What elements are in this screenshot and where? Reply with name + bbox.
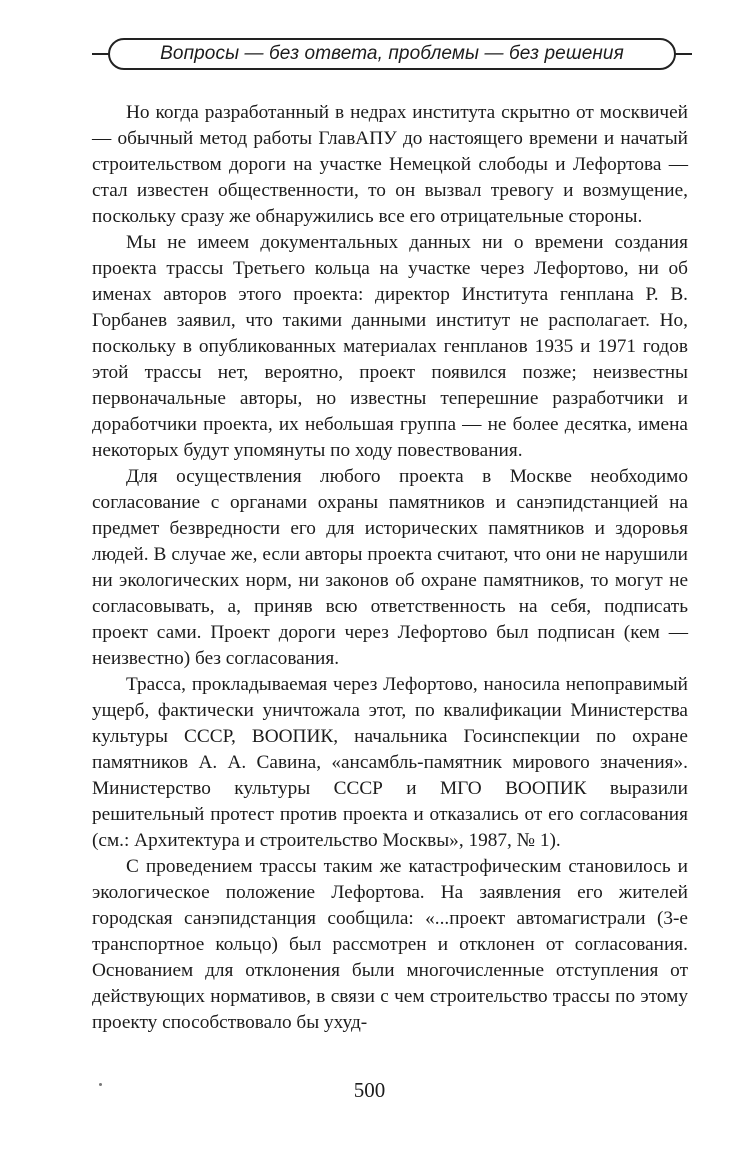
body-text bbox=[92, 100, 688, 1036]
running-header bbox=[92, 34, 692, 74]
header-frame bbox=[108, 38, 676, 70]
paragraph: Трасса, прокладываемая через Лефортово, наносила непоправимый ущерб, фактически уничтожала этот, по квалификации Министерства культуры СССР, ВООПИК, начальника Госинспекции по охране памятников А. А. Савина, «ансамбль-памятник мирового значения». Министерство культуры СССР и МГО ВООПИК выразили решительный протест против проекта и отказались от его согласования (см.: Архитектура и строительство Москвы», 1987, № 1). bbox=[92, 674, 688, 851]
paragraph: Для осуществления любого проекта в Москве необходимо согласование с органами охраны памятников и санэпидстанцией на предмет безвредности его для исторических памятников и здоровья людей. В случае же, если авторы проекта считают, что они не нарушили ни экологических норм, ни законов об охране памятников, то могут не согласовывать, а, приняв всю ответственность на себя, подписать проект сами. Проект дороги через Лефортово был подписан (кем — неизвестно) без согласования. bbox=[92, 466, 688, 669]
paragraph: С проведением трассы таким же катастрофическим становилось и экологическое положение Лефортова. На заявления его жителей городская санэпидстанция сообщила: «...проект автомагистрали (3-е транспортное кольцо) был рассмотрен и отклонен от согласования. Основанием для отклонения были многочисленные отступления от действующих нормативов, в связи с чем строительство трассы по этому проекту способствовало бы ухуд- bbox=[92, 856, 688, 1033]
running-header-title: Вопросы — без ответа, проблемы — без решения bbox=[160, 43, 624, 64]
page-number: 500 bbox=[353, 1078, 386, 1102]
paragraph: Мы не имеем документальных данных ни о времени создания проекта трассы Третьего кольца на участке через Лефортово, ни об именах авторов этого проекта: директор Института генплана Р. В. Горбанев заявил, что такими данными институт не располагает. Но, поскольку в опубликованных материалах генпланов 1935 и 1971 годов этой трассы нет, вероятно, проект появился позже; неизвестны первоначальные авторы, но известны теперешние разработчики и доработчики проекта, их небольшая группа — не более десятка, имена некоторых будут упомянуты по ходу повествования. bbox=[92, 232, 688, 461]
paragraph: Но когда разработанный в недрах института скрытно от москвичей — обычный метод работы ГлавАПУ до настоящего времени и начатый строительством дороги на участке Немецкой слободы и Лефортова — стал известен общественности, то он вызвал тревогу и возмущение, поскольку сразу же обнаружились все его отрицательные стороны. bbox=[92, 102, 688, 227]
header-rule-right bbox=[674, 53, 692, 55]
